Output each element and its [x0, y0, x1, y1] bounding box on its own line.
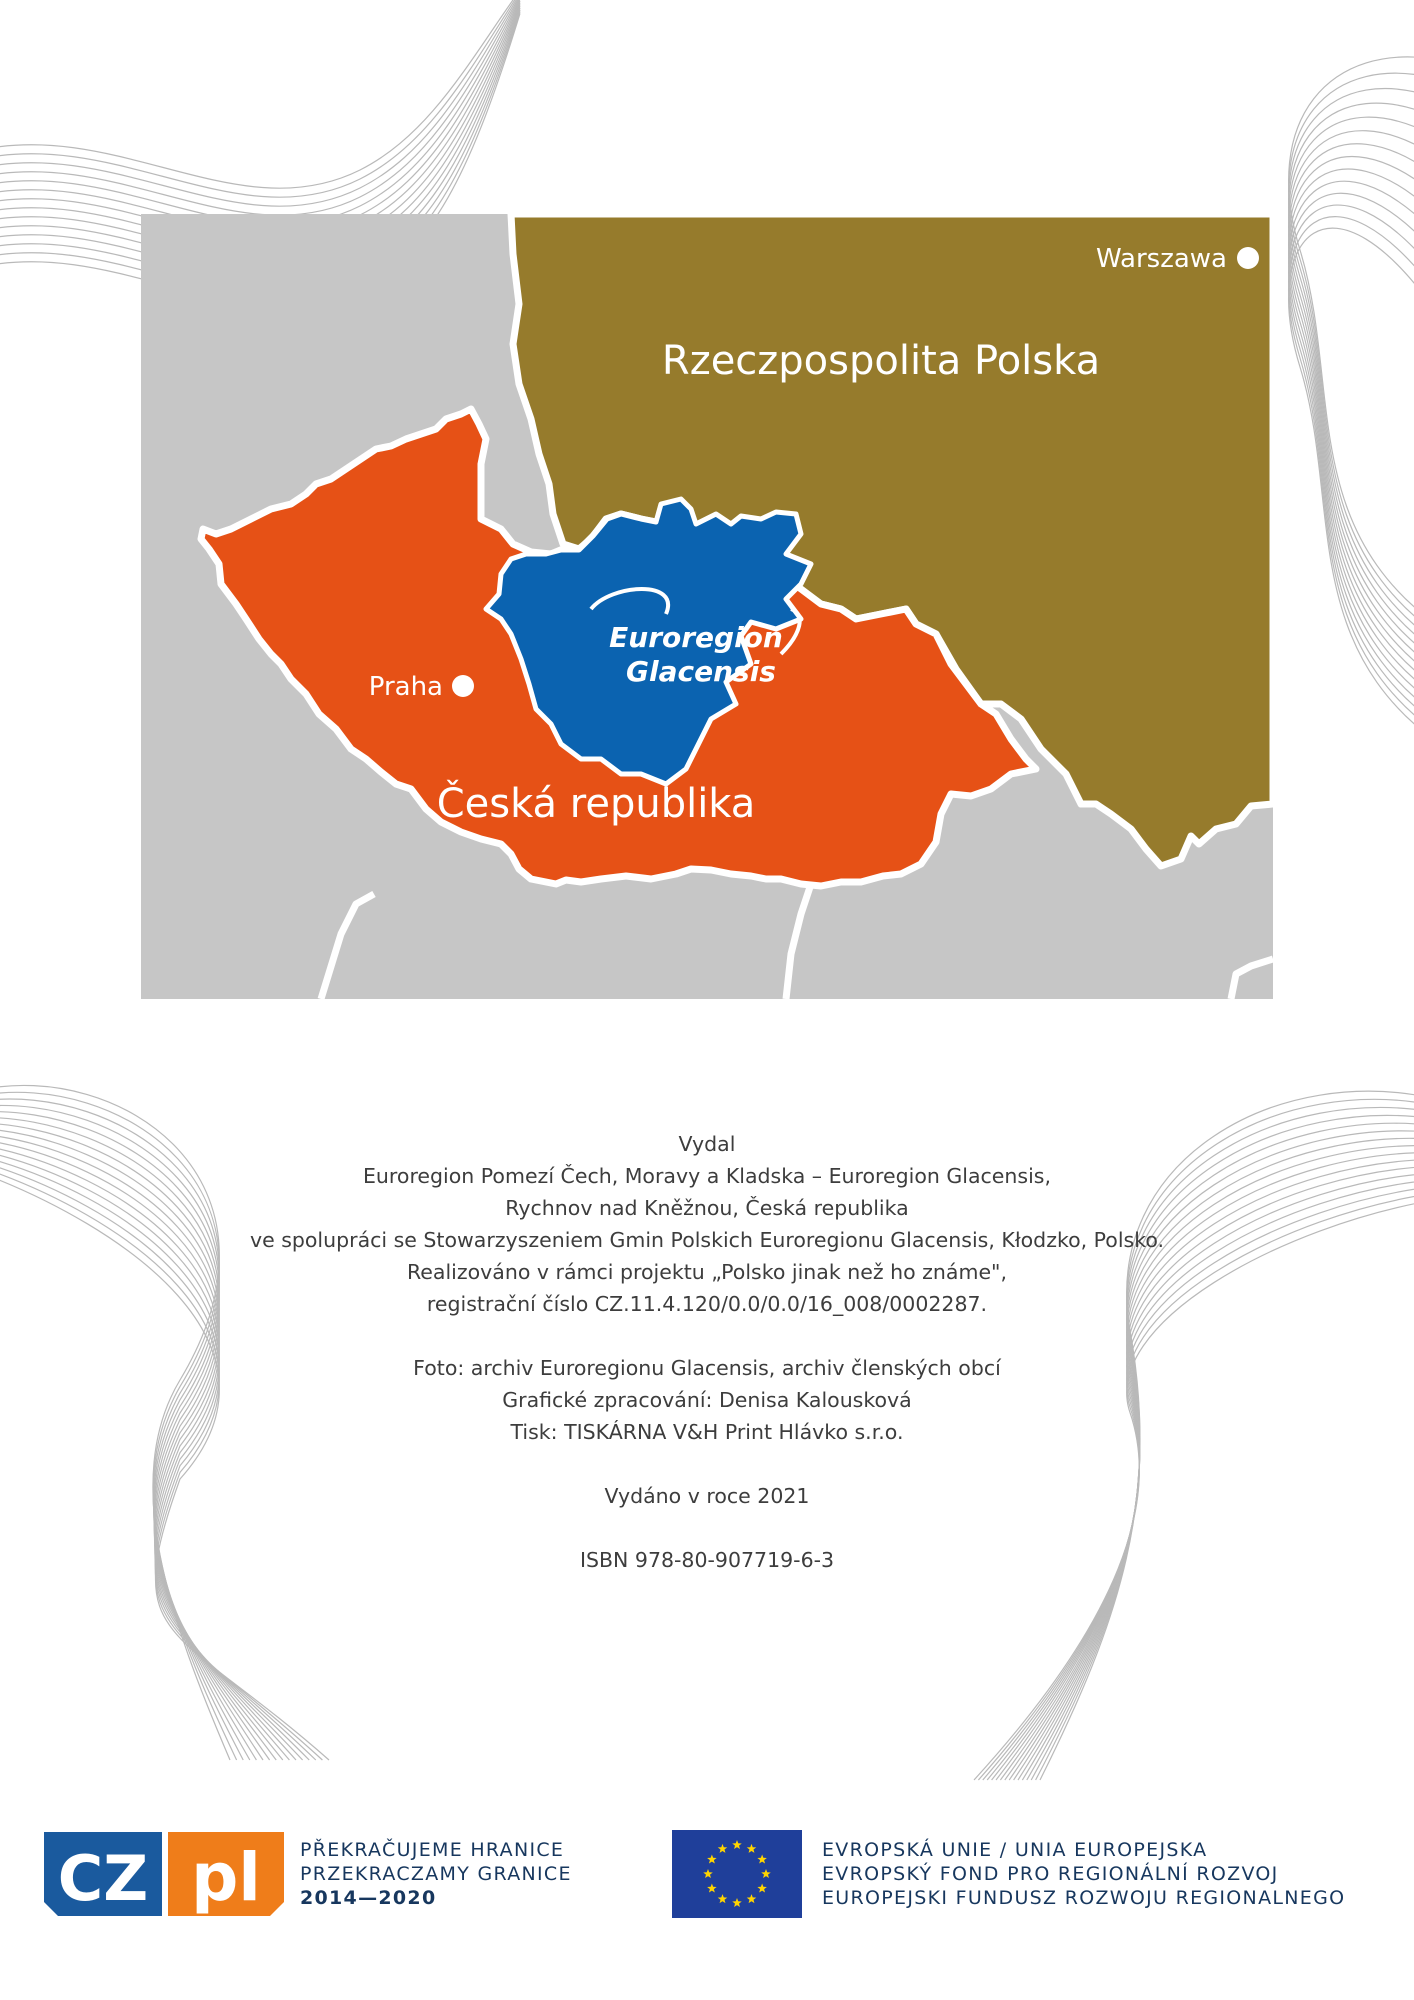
poland-label: Rzeczpospolita Polska: [661, 338, 1101, 384]
eu-fund-text: [822, 1838, 1345, 1910]
imprint-line: Realizováno v rámci projektu „Polsko jinak než ho známe",: [406, 1260, 1008, 1284]
prague-marker: [452, 675, 474, 697]
eu-flag-icon: [672, 1830, 802, 1918]
credit-line: Grafické zpracování: Denisa Kalousková: [502, 1388, 912, 1412]
euroregion-logo-line2: Glacensis: [626, 655, 776, 688]
imprint-block: [150, 1128, 1264, 1576]
czpl-logo-pl: pl: [191, 1839, 261, 1916]
czpl-text-line: PŘEKRAČUJEME HRANICE: [300, 1839, 565, 1861]
euroregion-logo-line1: Euroregion: [609, 621, 783, 654]
imprint-line: registrační číslo CZ.11.4.120/0.0/0.0/16_008/0002287.: [426, 1292, 988, 1316]
czpl-text-line: 2014—2020: [300, 1887, 437, 1909]
czech-label: Česká republika: [436, 781, 756, 827]
eu-text-line: EVROPSKÝ FOND PRO REGIONÁLNÍ ROZVOJ: [822, 1863, 1279, 1885]
credit-line: Tisk: TISKÁRNA V&H Print Hlávko s.r.o.: [510, 1420, 904, 1444]
euroregion-map: [141, 214, 1273, 999]
isbn: ISBN 978-80-907719-6-3: [579, 1548, 835, 1572]
imprint-line: Rychnov nad Kněžnou, Česká republika: [505, 1196, 909, 1220]
imprint-line: Vydal: [678, 1132, 736, 1156]
imprint-line: Euroregion Pomezí Čech, Moravy a Kladska – Euroregion Glacensis,: [362, 1164, 1051, 1188]
prague-label: Praha: [368, 672, 443, 702]
warsaw-label: Warszawa: [1096, 244, 1227, 274]
czpl-logo-cz: CZ: [57, 1842, 149, 1915]
credit-line: Foto: archiv Euroregionu Glacensis, archiv členských obcí: [413, 1356, 1001, 1380]
czpl-text-line: PRZEKRACZAMY GRANICE: [300, 1863, 572, 1885]
czpl-program-text: [300, 1838, 572, 1910]
czpl-logo-mark: [44, 1826, 284, 1922]
warsaw-marker: [1237, 247, 1259, 269]
publication-year: Vydáno v roce 2021: [604, 1484, 810, 1508]
imprint-line: ve spolupráci se Stowarzyszeniem Gmin Polskich Euroregionu Glacensis, Kłodzko, Polsko.: [249, 1228, 1165, 1252]
eu-text-line: EUROPEJSKI FUNDUSZ ROZWOJU REGIONALNEGO: [822, 1887, 1346, 1909]
eu-text-line: EVROPSKÁ UNIE / UNIA EUROPEJSKA: [822, 1839, 1208, 1861]
